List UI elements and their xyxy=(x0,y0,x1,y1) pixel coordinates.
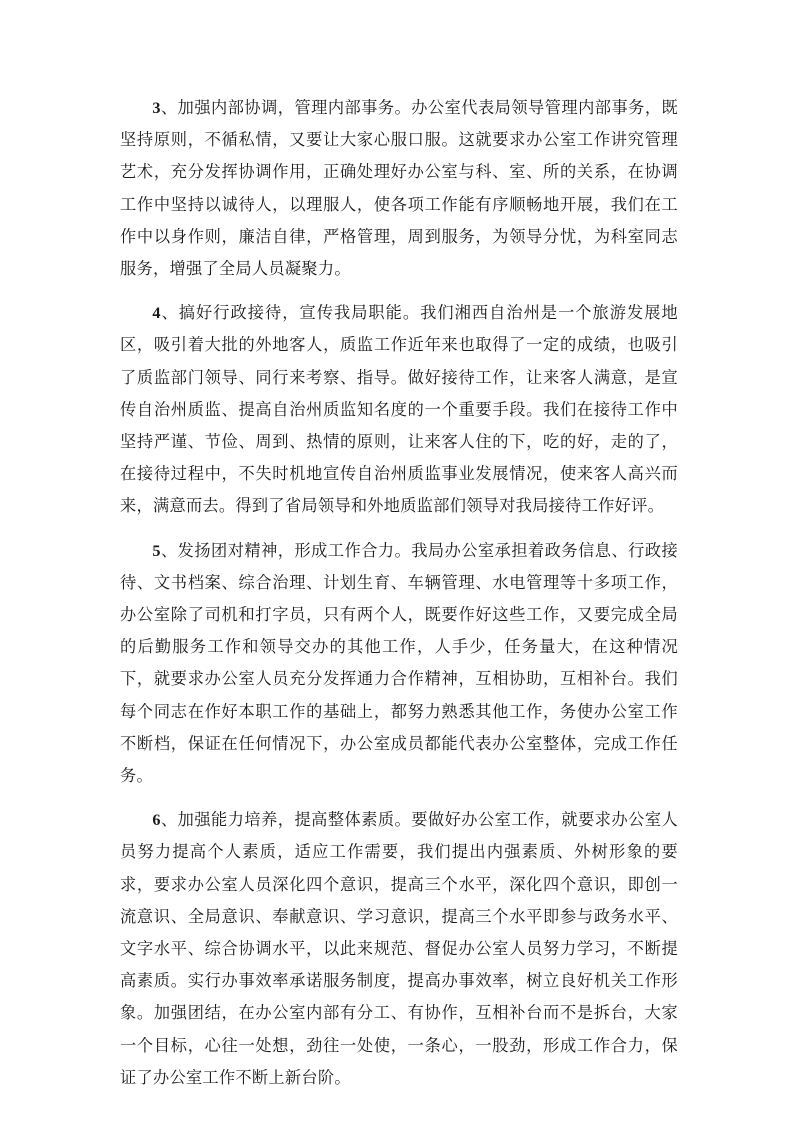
paragraph-number: 5 xyxy=(152,541,161,560)
paragraph-number: 4 xyxy=(152,304,161,323)
paragraph-item-5 xyxy=(120,535,678,793)
paragraph-number: 3 xyxy=(152,99,161,117)
paragraph-item-6 xyxy=(120,804,678,1094)
paragraph-number: 6 xyxy=(152,811,161,830)
document-page xyxy=(120,92,678,1106)
paragraph-text: 、加强内部协调，管理内部事务。办公室代表局领导管理内部事务，既坚持原则，不循私情，又要让大家心服口服。这就要求办公室工作讲究管理艺术，充分发挥协调作用，正确处理好办公室与科、室、所的关系，在协调工作中坚持以诚待人，以理服人，使各项工作能有序顺畅地开展，我们在工作中以身作则，廉洁自律，严格管理，周到服务，为领导分忧，为科室同志服务，增强了全局人员凝聚力。 xyxy=(120,98,678,279)
paragraph-text: 、搞好行政接待，宣传我局职能。我们湘西自治州是一个旅游发展地区，吸引着大批的外地客人，质监工作近年来也取得了一定的成绩，也吸引了质监部门领导、同行来考察、指导。做好接待工作，让来客人满意，是宣传自治州质监、提高自治州质监知名度的一个重要手段。我们在接待工作中坚持严谨、节俭、周到、热情的原则，让来客人住的下，吃的好，走的了，在接待过程中，不失时机地宣传自治州质监事业发展情况，使来客人高兴而来，满意而去。得到了省局领导和外地质监部们领导对我局接待工作好评。 xyxy=(120,303,678,516)
paragraph-text: 、加强能力培养，提高整体素质。要做好办公室工作，就要求办公室人员努力提高个人素质，适应工作需要，我们提出内强素质、外树形象的要求，要求办公室人员深化四个意识，提高三个水平，深化四个意识，即创一流意识、全局意识、奉献意识、学习意识，提高三个水平即参与政务水平、文字水平、综合协调水平，以此来规范、督促办公室人员努力学习，不断提高素质。实行办事效率承诺服务制度，提高办事效率，树立良好机关工作形象。加强团结，在办公室内部有分工、有协作，互相补台而不是拆台，大家一个目标，心往一处想，劲往一处使，一条心，一股劲，形成工作合力，保证了办公室工作不断上新台阶。 xyxy=(120,810,678,1087)
paragraph-item-4 xyxy=(120,297,678,522)
paragraph-text: 、发扬团对精神，形成工作合力。我局办公室承担着政务信息、行政接待、文书档案、综合治理、计划生育、车辆管理、水电管理等十多项工作，办公室除了司机和打字员，只有两个人，既要作好这些工作，又要完成全局的后勤服务工作和领导交办的其他工作，人手少，任务量大，在这种情况下，就要求办公室人员充分发挥通力合作精神，互相协助，互相补台。我们每个同志在作好本职工作的基础上，都努力熟悉其他工作，务使办公室工作不断档，保证在任何情况下，办公室成员都能代表办公室整体，完成工作任务。 xyxy=(120,540,678,786)
paragraph-item-3 xyxy=(120,92,678,285)
